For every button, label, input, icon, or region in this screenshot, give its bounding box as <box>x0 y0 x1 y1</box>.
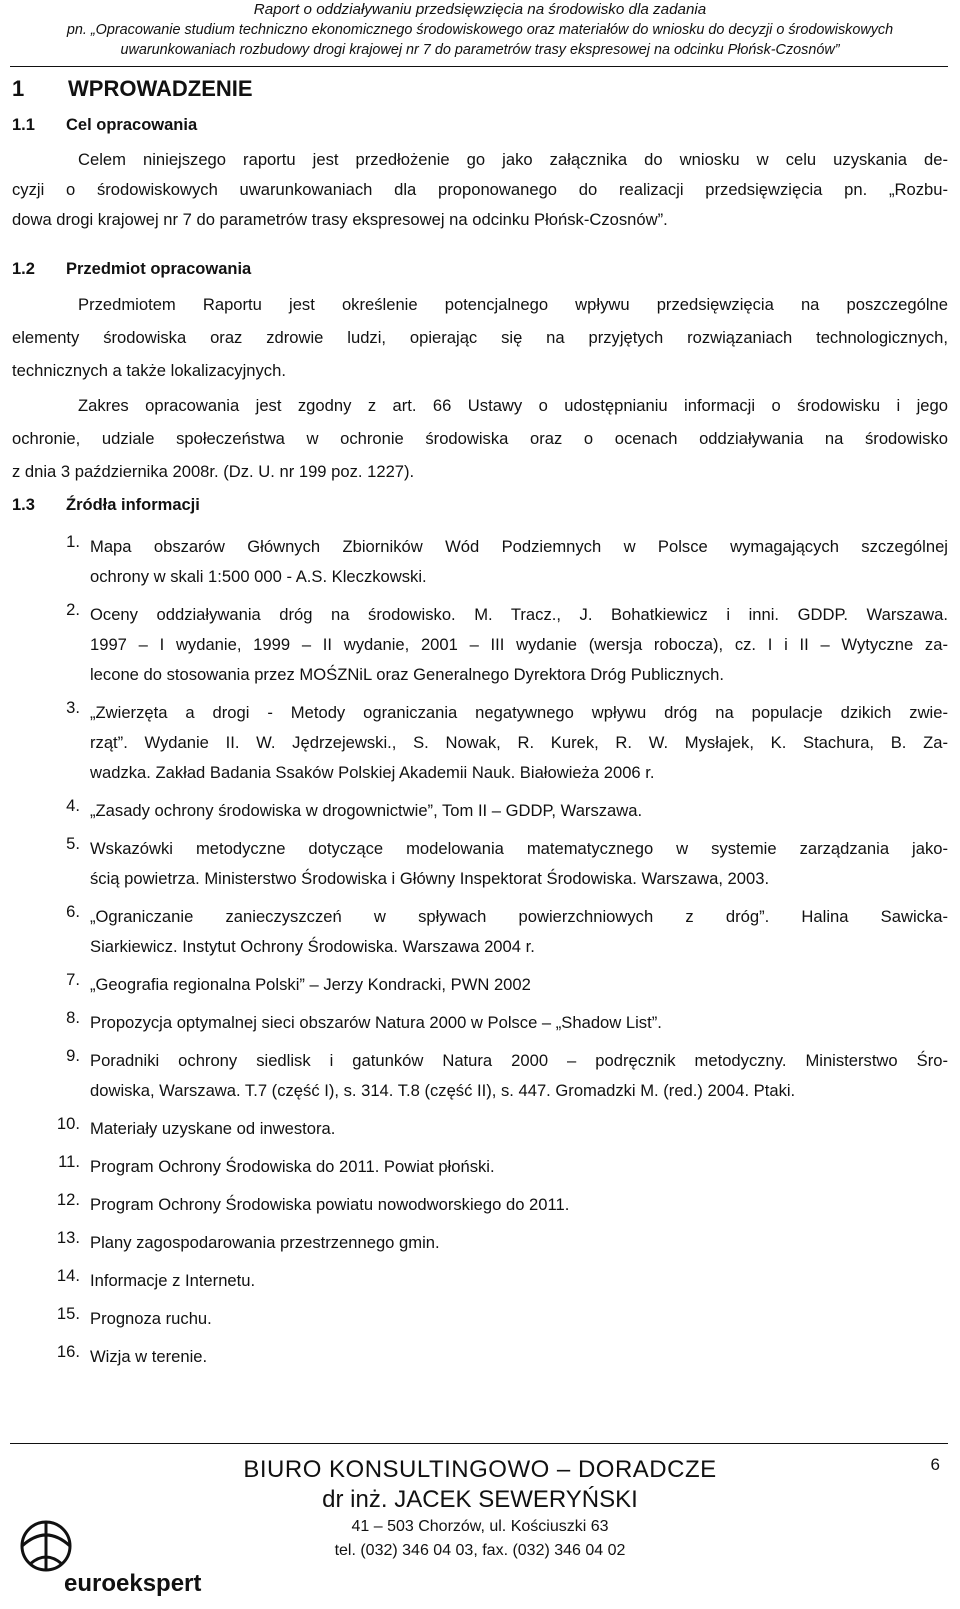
list-item <box>12 532 948 592</box>
list-item-number: 3. <box>66 698 80 717</box>
list-item-number: 13. <box>56 1228 80 1247</box>
list-item <box>12 1266 948 1296</box>
list-item-number: 11. <box>58 1152 80 1171</box>
list-item <box>12 1190 948 1220</box>
text-line: elementy środowiska oraz zdrowie ludzi, opierając się na przyjętych rozwiązaniach technologicznych, <box>12 328 948 347</box>
list-item <box>12 902 948 962</box>
list-item <box>12 1114 948 1144</box>
list-item-text: ścią powietrza. Ministerstwo Środowiska i Główny Inspektorat Środowiska. Warszawa, 2003. <box>90 869 770 888</box>
company-name: BIURO KONSULTINGOWO – DORADCZE <box>243 1456 717 1483</box>
list-item-text: Poradniki ochrony siedlisk i gatunków Natura 2000 – podręcznik metodyczny. Ministerstwo Śro- <box>90 1051 948 1070</box>
list-item-text: Informacje z Internetu. <box>90 1271 256 1290</box>
header-line-2: pn. „Opracowanie studium techniczno ekonomicznego środowiskowego oraz materiałów do wniosku do decyzji o środowiskowych <box>66 22 894 38</box>
list-item-number: 8. <box>66 1008 80 1027</box>
list-item <box>12 1008 948 1038</box>
list-item-text: Program Ochrony Środowiska do 2011. Powiat płoński. <box>90 1157 495 1176</box>
header-line-1: Raport o oddziaływaniu przedsięwzięcia na środowisko dla zadania <box>253 1 707 18</box>
list-item-text: dowiska, Warszawa. T.7 (część I), s. 314. T.8 (część II), s. 447. Gromadzki M. (red.) 2004. Ptaki. <box>90 1081 796 1100</box>
list-item <box>12 698 948 788</box>
list-item-text: Mapa obszarów Głównych Zbiorników Wód Podziemnych w Polsce wymagających szczególnej <box>90 537 948 556</box>
footer <box>200 1455 760 1563</box>
section-heading-1 <box>12 76 253 102</box>
list-item-text: Plany zagospodarowania przestrzennego gmin. <box>90 1233 440 1252</box>
list-item-text: Siarkiewicz. Instytut Ochrony Środowiska. Warszawa 2004 r. <box>90 937 535 956</box>
list-item <box>12 1152 948 1182</box>
text-line: technicznych a także lokalizacyjnych. <box>12 361 286 380</box>
list-item-number: 9. <box>66 1046 80 1065</box>
header-line-3: uwarunkowaniach rozbudowy drogi krajowej nr 7 do parametrów trasy ekspresowej na odcinku Płońsk-Czosnów” <box>120 42 840 58</box>
subsection-heading-1-3 <box>12 496 200 515</box>
list-item-text: wadzka. Zakład Badania Ssaków Polskiej Akademii Nauk. Białowieża 2006 r. <box>90 763 655 782</box>
list-item-number: 15. <box>56 1304 80 1323</box>
list-item <box>12 834 948 894</box>
company-owner: dr inż. JACEK SEWERYŃSKI <box>322 1486 638 1513</box>
list-item-text: Wizja w terenie. <box>90 1347 208 1366</box>
text-line: ochronie, udziale społeczeństwa w ochronie środowiska oraz o ocenach oddziaływania na środowisko <box>12 429 948 448</box>
footer-divider <box>10 1443 948 1444</box>
paragraph-przedmiot <box>12 290 948 386</box>
section-title: WPROWADZENIE <box>68 76 253 101</box>
subsection-title: Źródła informacji <box>66 496 200 514</box>
list-item-number: 14. <box>56 1266 80 1285</box>
sources-list <box>12 532 948 1380</box>
list-item <box>12 1228 948 1258</box>
subsection-title: Przedmiot opracowania <box>66 260 252 278</box>
list-item <box>12 1342 948 1372</box>
list-item-number: 2. <box>66 600 80 619</box>
subsection-heading-1-1 <box>12 116 197 135</box>
list-item-number: 7. <box>66 970 80 989</box>
subsection-number: 1.1 <box>12 116 35 134</box>
logo-wordmark: euroekspert <box>64 1570 202 1597</box>
list-item-text: „Zasady ochrony środowiska w drogownictwie”, Tom II – GDDP, Warszawa. <box>90 801 643 820</box>
page-number: 6 <box>930 1455 940 1474</box>
list-item-text: Program Ochrony Środowiska powiatu nowodworskiego do 2011. <box>90 1195 570 1214</box>
list-item-text: rząt”. Wydanie II. W. Jędrzejewski., S. Nowak, R. Kurek, R. W. Mysłajek, K. Stachura, B. Za- <box>90 733 948 752</box>
header-divider <box>10 66 948 67</box>
list-item-number: 5. <box>66 834 80 853</box>
list-item <box>12 1046 948 1106</box>
list-item-text: „Geografia regionalna Polski” – Jerzy Kondracki, PWN 2002 <box>90 975 531 994</box>
text-line: z dnia 3 października 2008r. (Dz. U. nr 199 poz. 1227). <box>12 462 415 481</box>
list-item-text: Propozycja optymalnej sieci obszarów Natura 2000 w Polsce – „Shadow List”. <box>90 1013 662 1032</box>
list-item-text: 1997 – I wydanie, 1999 – II wydanie, 2001 – III wydanie (wersja robocza), cz. I i II – Wytyczne za- <box>90 635 948 654</box>
company-phone: tel. (032) 346 04 03, fax. (032) 346 04 02 <box>334 1542 626 1559</box>
subsection-heading-1-2 <box>12 260 251 279</box>
list-item-text: Oceny oddziaływania dróg na środowisko. M. Tracz., J. Bohatkiewicz i inni. GDDP. Warszawa. <box>90 605 948 624</box>
list-item-number: 4. <box>66 796 80 815</box>
list-item-text: lecone do stosowania przez MOŚZNiL oraz Generalnego Dyrektora Dróg Publicznych. <box>90 665 724 684</box>
list-item <box>12 600 948 690</box>
text-line: Zakres opracowania jest zgodny z art. 66 Ustawy o udostępnianiu informacji o środowisku i jego <box>78 396 948 415</box>
text-line: Celem niniejszego raportu jest przedłożenie go jako załącznika do wniosku w celu uzyskania de- <box>78 150 948 169</box>
company-address: 41 – 503 Chorzów, ul. Kościuszki 63 <box>351 1518 609 1535</box>
paragraph-zakres <box>12 391 948 487</box>
list-item-text: „Zwierzęta a drogi - Metody ograniczania negatywnego wpływu dróg na populacje dzikich zwie- <box>90 703 948 722</box>
list-item-text: Materiały uzyskane od inwestora. <box>90 1119 336 1138</box>
list-item-text: ochrony w skali 1:500 000 - A.S. Kleczkowski. <box>90 567 427 586</box>
subsection-number: 1.3 <box>12 496 35 514</box>
list-item-number: 6. <box>66 902 80 921</box>
list-item <box>12 970 948 1000</box>
list-item-number: 12. <box>56 1190 80 1209</box>
list-item-number: 10. <box>56 1114 80 1133</box>
list-item-number: 16. <box>56 1342 80 1361</box>
subsection-number: 1.2 <box>12 260 35 278</box>
list-item-number: 1. <box>66 532 80 551</box>
list-item <box>12 796 948 826</box>
text-line: dowa drogi krajowej nr 7 do parametrów trasy ekspresowej na odcinku Płońsk-Czosnów”. <box>12 210 668 229</box>
subsection-title: Cel opracowania <box>66 116 198 134</box>
section-number: 1 <box>12 76 25 101</box>
list-item-text: Prognoza ruchu. <box>90 1309 212 1328</box>
text-line: Przedmiotem Raportu jest określenie potencjalnego wpływu przedsięwzięcia na poszczególne <box>78 295 948 314</box>
list-item <box>12 1304 948 1334</box>
paragraph-cel <box>12 145 948 235</box>
running-header <box>0 0 960 60</box>
list-item-text: Wskazówki metodyczne dotyczące modelowania matematycznego w systemie zarządzania jako- <box>90 839 948 858</box>
text-line: cyzji o środowiskowych uwarunkowaniach dla proponowanego do realizacji przedsięwzięcia pn. „Rozbu- <box>12 180 948 199</box>
list-item-text: „Ograniczanie zanieczyszczeń w spływach powierzchniowych z dróg”. Halina Sawicka- <box>90 907 948 926</box>
